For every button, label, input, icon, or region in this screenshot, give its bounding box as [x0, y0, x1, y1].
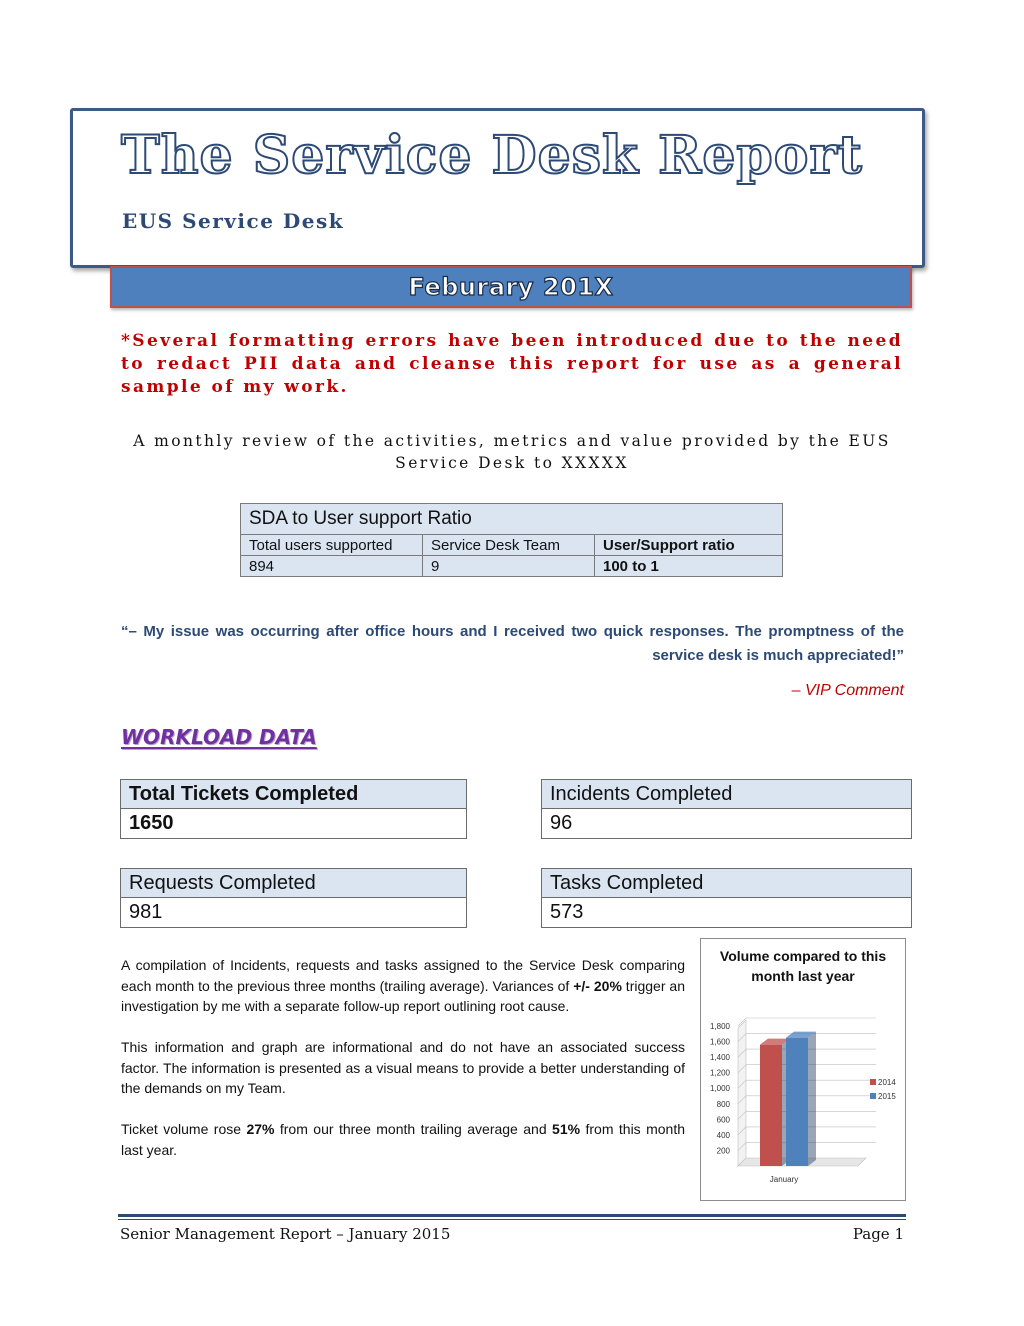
- paragraph: A compilation of Incidents, requests and tasks assigned to the Service Desk comparing each month to the previous three months (trailing average). Variances of +/- 20% trigger an investigation by me with a separate follow-up report outlining root cause.: [121, 957, 685, 1014]
- metric-tasks: [541, 868, 912, 928]
- intro-text: A monthly review of the activities, metrics and value provided by the EUS Service Desk to XXXXX: [133, 432, 891, 472]
- metric-label: Tasks Completed: [542, 869, 911, 898]
- report-subtitle: EUS Service Desk: [122, 209, 345, 233]
- metric-label: Requests Completed: [121, 869, 466, 898]
- y-tick-label: 1,000: [709, 1084, 730, 1094]
- page-number: Page 1: [852, 1225, 904, 1243]
- metric-requests: [120, 868, 467, 928]
- chart-title: Volume compared to this month last year: [719, 948, 887, 984]
- ratio-table-title: SDA to User support Ratio: [241, 504, 783, 535]
- metric-label: Incidents Completed: [542, 780, 911, 809]
- table-cell: 100 to 1: [595, 556, 783, 577]
- report-title: The Service Desk Report: [121, 125, 863, 186]
- table-row: [241, 556, 783, 577]
- chart-side-wall: [738, 1020, 746, 1166]
- disclaimer-note: *Several formatting errors have been introduced due to the need to redact PII data and cleanse this report for use as a general sample of my work.: [121, 331, 903, 397]
- workload-heading: WORKLOAD DATA: [121, 725, 317, 749]
- customer-quote: “– My issue was occurring after office hours and I received two quick responses. The promptness of the service desk is much appreciated!”: [121, 623, 904, 664]
- table-header-cell: Service Desk Team: [423, 535, 595, 556]
- bar-2014: [760, 1045, 782, 1166]
- y-tick-label: 200: [716, 1146, 730, 1156]
- paragraph: This information and graph are informational and do not have an associated success factor. The information is presented as a visual means to provide a better understanding of the demands on my Team.: [121, 1039, 685, 1096]
- footer-divider-thin: [118, 1219, 906, 1220]
- metric-value: 1650: [121, 809, 466, 838]
- footer-divider: [118, 1214, 906, 1217]
- legend-label-2014: 2014: [878, 1078, 896, 1087]
- legend-swatch-2014: [870, 1079, 876, 1085]
- volume-chart: [700, 1010, 906, 1200]
- quote-attribution: – VIP Comment: [791, 682, 904, 699]
- legend-label-2015: 2015: [878, 1092, 896, 1101]
- table-header-cell: User/Support ratio: [595, 535, 783, 556]
- month-banner: [110, 266, 912, 308]
- workload-description: [121, 955, 685, 1181]
- y-tick-label: 1,200: [709, 1068, 730, 1078]
- bar-2015: [786, 1038, 808, 1166]
- table-cell: 9: [423, 556, 595, 577]
- y-tick-label: 1,600: [709, 1037, 730, 1047]
- y-tick-label: 1,400: [709, 1053, 730, 1063]
- paragraph: Ticket volume rose 27% from our three month trailing average and 51% from this month last year.: [121, 1121, 685, 1158]
- x-tick-label: January: [769, 1175, 799, 1184]
- month-label: Feburary 201X: [408, 273, 614, 301]
- table-cell: 894: [241, 556, 423, 577]
- metric-incidents: [541, 779, 912, 839]
- metric-value: 981: [121, 898, 466, 927]
- table-row: [241, 535, 783, 556]
- metric-label: Total Tickets Completed: [121, 780, 466, 809]
- y-tick-label: 800: [716, 1099, 730, 1109]
- footer-title: Senior Management Report – January 2015: [120, 1225, 451, 1243]
- bar-side-2015: [808, 1032, 816, 1166]
- y-tick-label: 600: [716, 1115, 730, 1125]
- metric-value: 96: [542, 809, 911, 838]
- y-tick-label: 1,800: [709, 1022, 730, 1031]
- metric-total-tickets: [120, 779, 467, 839]
- y-tick-label: 400: [716, 1130, 730, 1140]
- table-header-cell: Total users supported: [241, 535, 423, 556]
- legend-swatch-2015: [870, 1093, 876, 1099]
- metric-value: 573: [542, 898, 911, 927]
- ratio-table: [240, 503, 783, 577]
